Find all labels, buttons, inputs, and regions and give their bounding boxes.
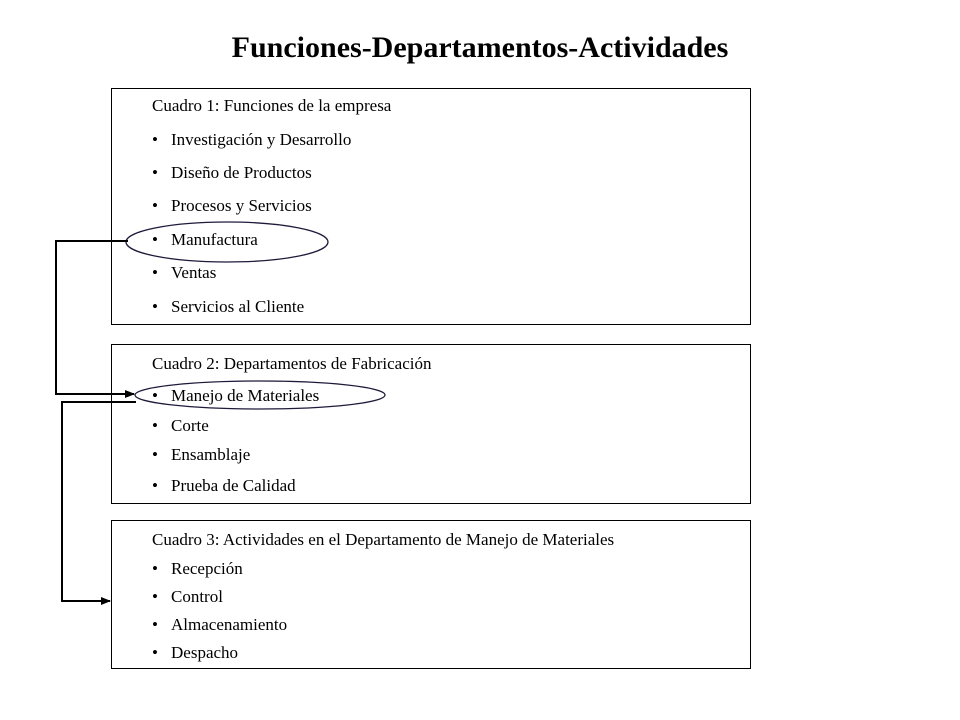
list-item: • Control	[152, 587, 223, 606]
list-item-highlighted: • Manejo de Materiales	[152, 386, 320, 405]
connector-arrow-funciones-departamentos	[56, 241, 134, 394]
box-title: Cuadro 2: Departamentos de Fabricación	[152, 354, 432, 373]
list-item: • Diseño de Productos	[152, 163, 312, 182]
highlight-ellipse-manufactura	[126, 222, 328, 262]
list-item: • Investigación y Desarrollo	[152, 130, 352, 149]
list-item: • Almacenamiento	[152, 615, 288, 634]
list-item: • Despacho	[152, 643, 239, 662]
connector-arrow-departamentos-actividades	[62, 402, 136, 601]
box-title: Cuadro 3: Actividades en el Departamento de Manejo de Materiales	[152, 530, 615, 549]
list-item: • Procesos y Servicios	[152, 196, 312, 215]
list-item: • Recepción	[152, 559, 243, 578]
list-item-highlighted: • Manufactura	[152, 230, 258, 249]
list-item: • Ensamblaje	[152, 445, 251, 464]
list-item: • Servicios al Cliente	[152, 297, 305, 316]
list-item: • Prueba de Calidad	[152, 476, 296, 495]
list-item: • Corte	[152, 416, 209, 435]
box-title: Cuadro 1: Funciones de la empresa	[152, 96, 392, 115]
page-title: Funciones-Departamentos-Actividades	[231, 31, 729, 64]
highlight-ellipse-manejo	[135, 381, 385, 409]
list-item: • Ventas	[152, 263, 217, 282]
